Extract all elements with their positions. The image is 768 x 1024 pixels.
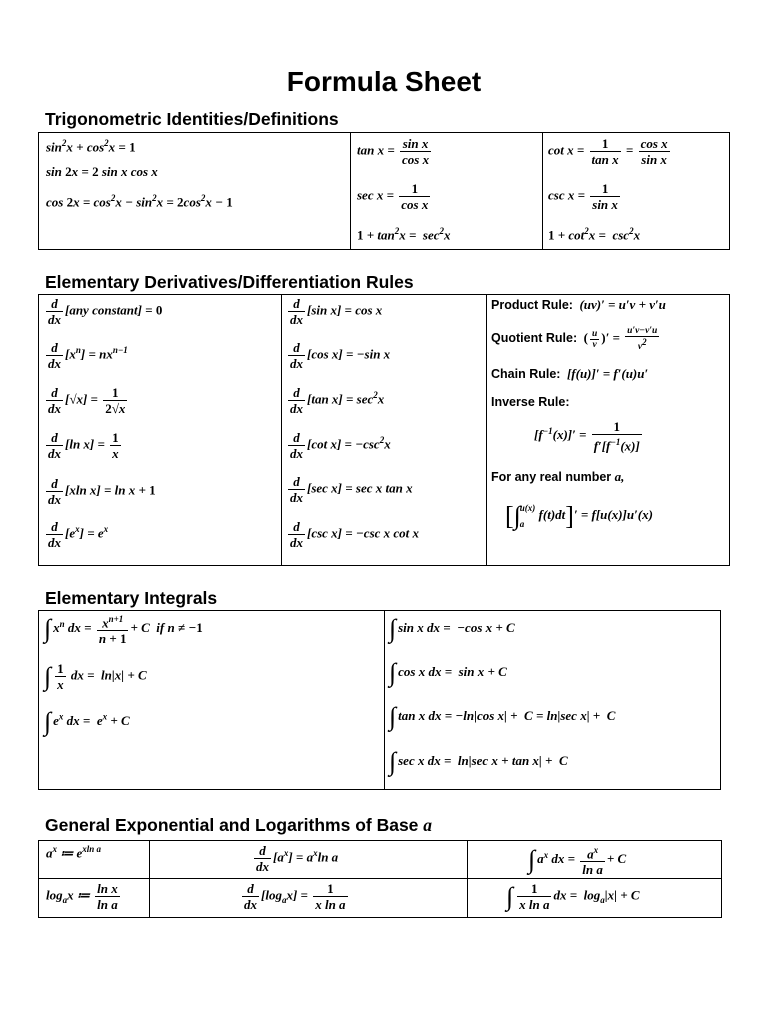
section-title-exp-text: General Exponential and Logarithms of Base (45, 815, 424, 835)
exp-integ: ∫ $a^x$ dx = $\frac{a^x}{\text{ln a}}$ + C (528, 845, 627, 878)
formula-sin-double: sin 2x = 2 sin x cos x (46, 164, 158, 179)
deriv-ln: $\frac{d}{dx}$ [ln x] = $\frac{1}{x}$ (48, 430, 119, 461)
integ-power: ∫ $x^n$ dx = $\frac{x^{n+1}}{n + 1}$ + C if n ≠ −1 (44, 614, 203, 647)
section-title-exp (45, 815, 432, 836)
rule-inverse-label-row (491, 394, 570, 410)
rule-product: Product Rule: (uv)′ = u′v + v′u (491, 297, 666, 312)
deriv-sec: $\frac{d}{dx}$ [sec x] = sec x tan x (290, 474, 413, 505)
section-title-trig: Trigonometric Identities/Definitions (45, 109, 339, 129)
rule-any-real-row: For any real number a, (491, 469, 625, 484)
formula-csc-def: csc x = $\frac{1}{\text{sin x}}$ (548, 181, 618, 212)
rule-inverse-label: Inverse Rule: (491, 395, 570, 409)
deriv-csc: $\frac{d}{dx}$ [csc x] = −csc x cot x (290, 519, 420, 550)
formula-tan-def: tan x = $\frac{\text{sin x}}{\text{cos x}}$ (357, 136, 430, 167)
log-deriv: $\frac{d}{dx}$ $[\log_ax]$ = $\frac{1}{\text{x ln a}}$ (244, 881, 346, 912)
rule-quotient: Quotient Rule: ( $\frac{u}{v}$ )′ = $\frac{u'v-v'u}{v^2}$ (491, 326, 658, 353)
deriv-cos: $\frac{d}{dx}$ [cos x] = −sin x (290, 340, 391, 371)
deriv-tan: $\frac{d}{dx}$ [tan $x] = \sec^2x$ (290, 385, 385, 416)
section-title-deriv: Elementary Derivatives/Differentiation Rules (45, 272, 414, 292)
formula-tan-identity: $1 + \tan^2x = \sec^2x$ (357, 226, 451, 243)
integ-sin: ∫ sin x dx = −cos x + C (389, 614, 515, 643)
rule-chain-label: Chain Rule: (491, 367, 561, 381)
rule-any-real-label: For any real number (491, 470, 615, 484)
rule-ftc: [∫u(x) a f(t)dt]′ = f[u(x)]u′(x) (505, 501, 653, 531)
formula-cos-double: $\cos 2x = \cos^2x - \sin^2x = 2\cos^2x - 1$ (46, 193, 233, 210)
exp-deriv: $\frac{d}{dx}$ $[a^x] = a^x\ln$ a (256, 843, 339, 874)
integ-tan: ∫ tan x dx = −ln|cos x| + C = ln|sec x| + C (389, 702, 616, 731)
deriv-sin: $\frac{d}{dx}$ [sin x] = cos x (290, 296, 383, 327)
deriv-constant: $\frac{d}{dx}$ [any constant] = 0 (48, 296, 163, 327)
log-def: $\log_ax$ ≔ $\frac{\text{ln x}}{\text{ln a}}$ (46, 881, 118, 912)
rule-chain: Chain Rule: [f(u)]′ = f′(u)u′ (491, 366, 649, 381)
deriv-exp: $\frac{d}{dx}$ $[e^x] = e^x$ (48, 519, 109, 550)
deriv-xlnx: $\frac{d}{dx}$ [xln x] = ln x + 1 (48, 476, 156, 507)
rule-product-label: Product Rule: (491, 298, 573, 312)
exp-def: $a^x$ ≔ $e^{xln a}$ (46, 844, 102, 861)
deriv-cot: $\frac{d}{dx}$ [cot $x] = -\csc^2x$ (290, 430, 391, 461)
page-title: Formula Sheet (286, 66, 482, 97)
deriv-sqrt: $\frac{d}{dx}$ [√x] = $\frac{1}{2√x}$ (48, 385, 126, 416)
integ-reciprocal: ∫ $\frac{1}{x}$ dx = ln|x| + C (44, 661, 147, 692)
formula-pythagorean: $\sin^2x + \cos^2x = 1$ (46, 138, 136, 155)
integ-exp: ∫ $e^x$ dx = $e^x + C$ (44, 707, 130, 736)
formula-sec-def: sec x = $\frac{1}{\text{cos x}}$ (357, 181, 429, 212)
section-title-integ: Elementary Integrals (45, 588, 218, 608)
integ-sec: ∫ sec x dx = ln|sec x + tan x| + C (389, 747, 568, 776)
rule-inverse: $[f^{-1}(x)]'$ = $\frac{1}{f'[f^{-1}(x)]}$ (534, 419, 640, 454)
formula-cot-def: cot x = $\frac{1}{\text{tan x}}$ = $\frac{\text{cos x}}{\text{sin x}}$ (548, 136, 668, 167)
integ-cos: ∫ cos x dx = sin x + C (389, 658, 507, 687)
formula-cot-identity: $1 + \cot^2x = \csc^2x$ (548, 226, 641, 243)
rule-quotient-label: Quotient Rule: (491, 331, 578, 346)
log-integ: ∫ $\frac{1}{\text{x ln a}}$ dx = $\log_a|x| + C$ (506, 881, 640, 912)
section-title-exp-base: a (423, 815, 433, 835)
deriv-power: $\frac{d}{dx}$ $[x^n] = nx^{n-1}$ (48, 340, 128, 371)
